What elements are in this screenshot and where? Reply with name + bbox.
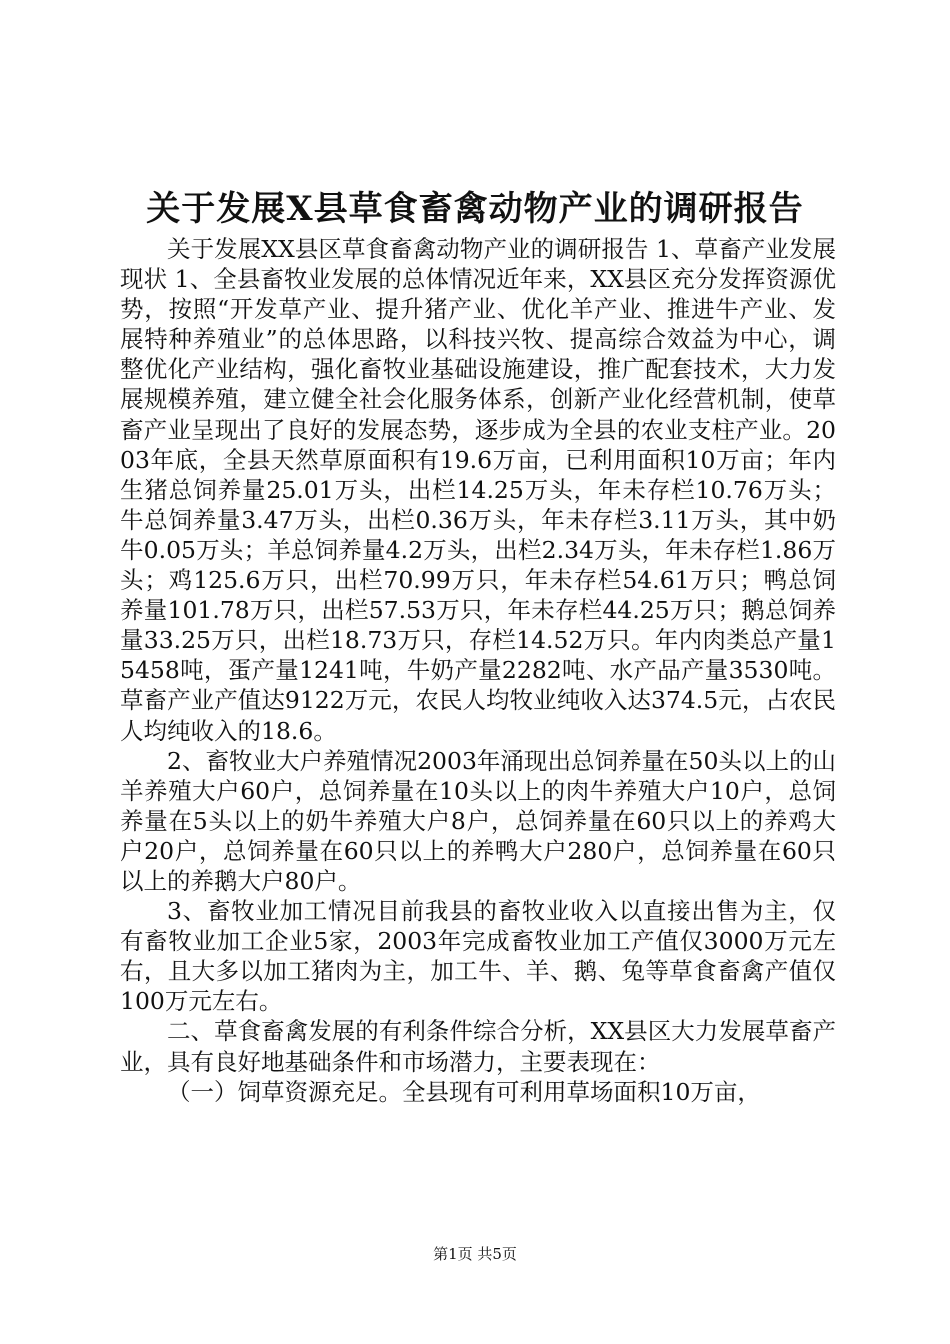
paragraph-forage-resources: （一）饲草资源充足。全县现有可利用草场面积10万亩， [167, 1077, 761, 1106]
paragraph-favorable-conditions: 二、草食畜禽发展的有利条件综合分析，XX县区大力发展草畜产业，具有良好地基础条件和市场潜力，主要表现在： [120, 1017, 836, 1076]
document-body [120, 234, 836, 1107]
page-number-footer: 第1页 共5页 [433, 1245, 517, 1263]
paragraph-large-farms: 2、畜牧业大户养殖情况2003年涌现出总饲养量在50头以上的山羊养殖大户60户，总饲养量在10头以上的肉牛养殖大户10户，总饲养量在5头以上的奶牛养殖大户8户，总饲养量在60只以上的养鸡大户20户，总饲养量在60只以上的养鸭大户280户，总饲养量在60只以上的养鹅大户80户。 [120, 746, 836, 895]
paragraph-processing: 3、畜牧业加工情况目前我县的畜牧业收入以直接出售为主，仅有畜牧业加工企业5家，2003年完成畜牧业加工产值仅3000万元左右，且大多以加工猪肉为主，加工牛、羊、鹅、兔等草食畜禽产值仅100万元左右。 [120, 897, 836, 1016]
document-title: 关于发展X县草食畜禽动物产业的调研报告 [146, 189, 804, 229]
paragraph-current-status: 关于发展XX县区草食畜禽动物产业的调研报告 1、草畜产业发展现状 1、全县畜牧业发展的总体情况近年来，XX县区充分发挥资源优势，按照“开发草产业、提升猪产业、优化羊产业、推进牛产业、发展特种养殖业”的总体思路，以科技兴牧、提高综合效益为中心，调整优化产业结构，强化畜牧业基础设施建设，推广配套技术，大力发展规模养殖，建立健全社会化服务体系，创新产业化经营机制，使草畜产业呈现出了良好的发展态势，逐步成为全县的农业支柱产业。2003年底，全县天然草原面积有19.6万亩，已利用面积10万亩；年内生猪总饲养量25.01万头，出栏14.25万头，年未存栏10.76万头；牛总饲养量3.47万头，出栏0.36万头，年未存栏3.11万头，其中奶牛0.05万头；羊总饲养量4.2万头，出栏2.34万头，年未存栏1.86万头；鸡125.6万只，出栏70.99万只，年未存栏54.61万只；鸭总饲养量101.78万只，出栏57.53万只，年未存栏44.25万只；鹅总饲养量33.25万只，出栏18.73万只，存栏14.52万只。年内肉类总产量15458吨，蛋产量1241吨，牛奶产量2282吨、水产品产量3530吨。草畜产业产值达9122万元，农民人均牧业纯收入达374.5元，占农民人均纯收入的18.6。 [120, 235, 836, 745]
